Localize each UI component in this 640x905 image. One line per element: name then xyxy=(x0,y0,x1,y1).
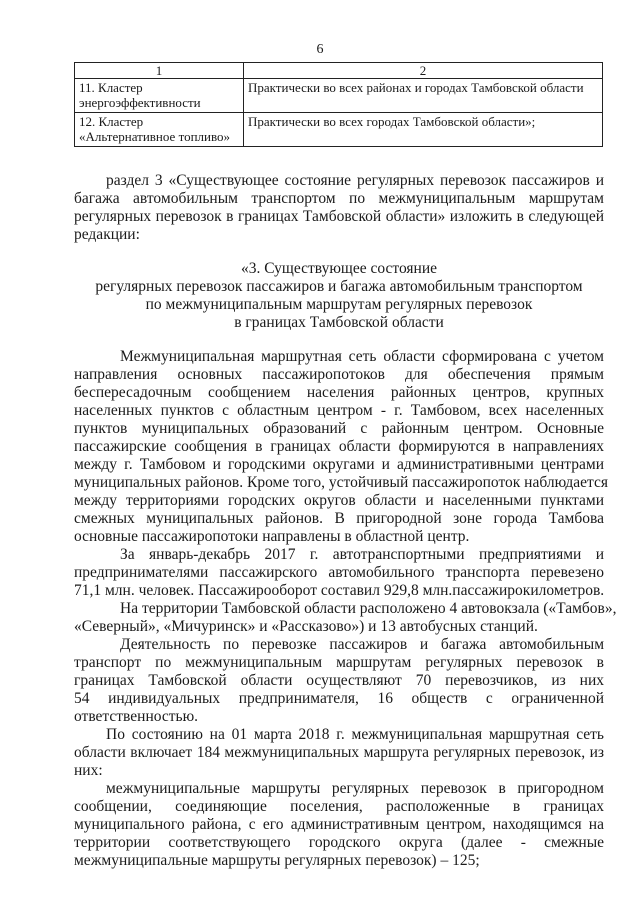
cluster-area-cell: Практически во всех районах и городах Тамбовской области xyxy=(244,79,603,113)
section-heading-line: «3. Существующее состояние xyxy=(240,260,437,277)
cluster-number: 12. Кластер xyxy=(79,114,144,129)
paragraph-line: Деятельность по перевозке пассажиров и багажа автомобильным xyxy=(120,636,604,653)
intro-line: регулярных перевозок в границах Тамбовской области» изложить в следующей xyxy=(74,208,604,225)
cluster-number: 11. Кластер xyxy=(79,80,143,95)
paragraph-line: межмуниципальные маршруты регулярных перевозок в пригородном xyxy=(106,780,604,797)
section-heading-line: в границах Тамбовской области xyxy=(234,314,444,331)
cluster-name: «Альтернативное топливо» xyxy=(79,129,231,144)
paragraph-line: По состоянию на 01 марта 2018 г. межмуниципальная маршрутная сеть xyxy=(106,726,604,743)
intro-line: редакции: xyxy=(74,226,140,243)
paragraph-line: между г. Тамбовом и городскими округами и административными центрами xyxy=(74,456,604,473)
cluster-name: энергоэффективности xyxy=(79,95,201,110)
paragraph-line: них: xyxy=(74,762,103,779)
section-heading-line: по межмуниципальным маршрутам регулярных перевозок xyxy=(145,296,533,313)
paragraph-line: межмуниципальные маршруты регулярных перевозок) – 125; xyxy=(74,852,480,869)
paragraph-line: населенных пунктов с областным центром - г. Тамбовом, всех населенных xyxy=(74,402,604,419)
table-header-cell: 2 xyxy=(244,63,603,79)
paragraph-line: пассажирские сообщения в границах области формируются в направлениях xyxy=(74,438,604,455)
table-header-row xyxy=(75,63,603,79)
paragraph-line: территории соответствующего городского округа (далее - смежные xyxy=(74,834,604,851)
section-heading-line: регулярных перевозок пассажиров и багажа автомобильным транспортом xyxy=(95,278,583,295)
paragraph-line: 54 индивидуальных предпринимателя, 16 обществ с ограниченной xyxy=(74,690,604,707)
paragraph-line: направления основных пассажиропотоков для обеспечения прямым xyxy=(74,366,604,383)
paragraph-line: области включает 184 межмуниципальных маршрута регулярных перевозок, из xyxy=(74,744,604,761)
paragraph-line: основные пассажиропотоки направлены в областной центр. xyxy=(74,528,470,545)
paragraph-line: транспорт по межмуниципальным маршрутам регулярных перевозок в xyxy=(74,654,604,671)
cluster-name-cell xyxy=(75,113,244,147)
paragraph-line: муниципальных районов. Кроме того, устойчивый пассажиропоток наблюдается xyxy=(74,474,609,491)
intro-line: раздел 3 «Существующее состояние регулярных перевозок пассажиров и xyxy=(106,172,604,189)
paragraph-line: муниципального района, с его административным центром, находящимся на xyxy=(74,816,604,833)
cluster-area-cell: Практически во всех городах Тамбовской области»; xyxy=(244,113,603,147)
paragraph-line: 71,1 млн. человек. Пассажирооборот составил 929,8 млн.пассажирокилометров. xyxy=(74,582,605,599)
table-header-cell: 1 xyxy=(75,63,244,79)
paragraph-line: пунктов муниципальных образований с районным центром. Основные xyxy=(74,420,604,437)
paragraph-line: сообщении, соединяющие поселения, расположенные в границах xyxy=(74,798,604,815)
paragraph-line: Межмуниципальная маршрутная сеть области сформирована с учетом xyxy=(120,348,604,365)
page-number: 6 xyxy=(316,42,324,57)
table-row xyxy=(75,79,603,113)
table-row xyxy=(75,113,603,147)
clusters-table xyxy=(74,62,603,147)
paragraph-line: границах Тамбовской области осуществляют 70 перевозчиков, из них xyxy=(74,672,604,689)
paragraph-line: смежных муниципальных районов. В пригородной зоне города Тамбова xyxy=(74,510,604,527)
cluster-name-cell xyxy=(75,79,244,113)
paragraph-line: предпринимателями пассажирского автомобильного транспорта перевезено xyxy=(74,564,604,581)
intro-line: багажа автомобильным транспортом по межмуниципальным маршрутам xyxy=(74,190,604,207)
paragraph-line: «Северный», «Мичуринск» и «Рассказово») и 13 автобусных станций. xyxy=(74,618,538,635)
paragraph-line: между территориями городских округов области и населенными пунктами xyxy=(74,492,604,509)
paragraph-line: беспересадочным сообщением населения районных центров, крупных xyxy=(74,384,604,401)
paragraph-line: ответственностью. xyxy=(74,708,199,725)
paragraph-line: На территории Тамбовской области расположено 4 автовокзала («Тамбов», xyxy=(120,600,617,617)
paragraph-line: За январь-декабрь 2017 г. автотранспортными предприятиями и xyxy=(120,546,604,563)
